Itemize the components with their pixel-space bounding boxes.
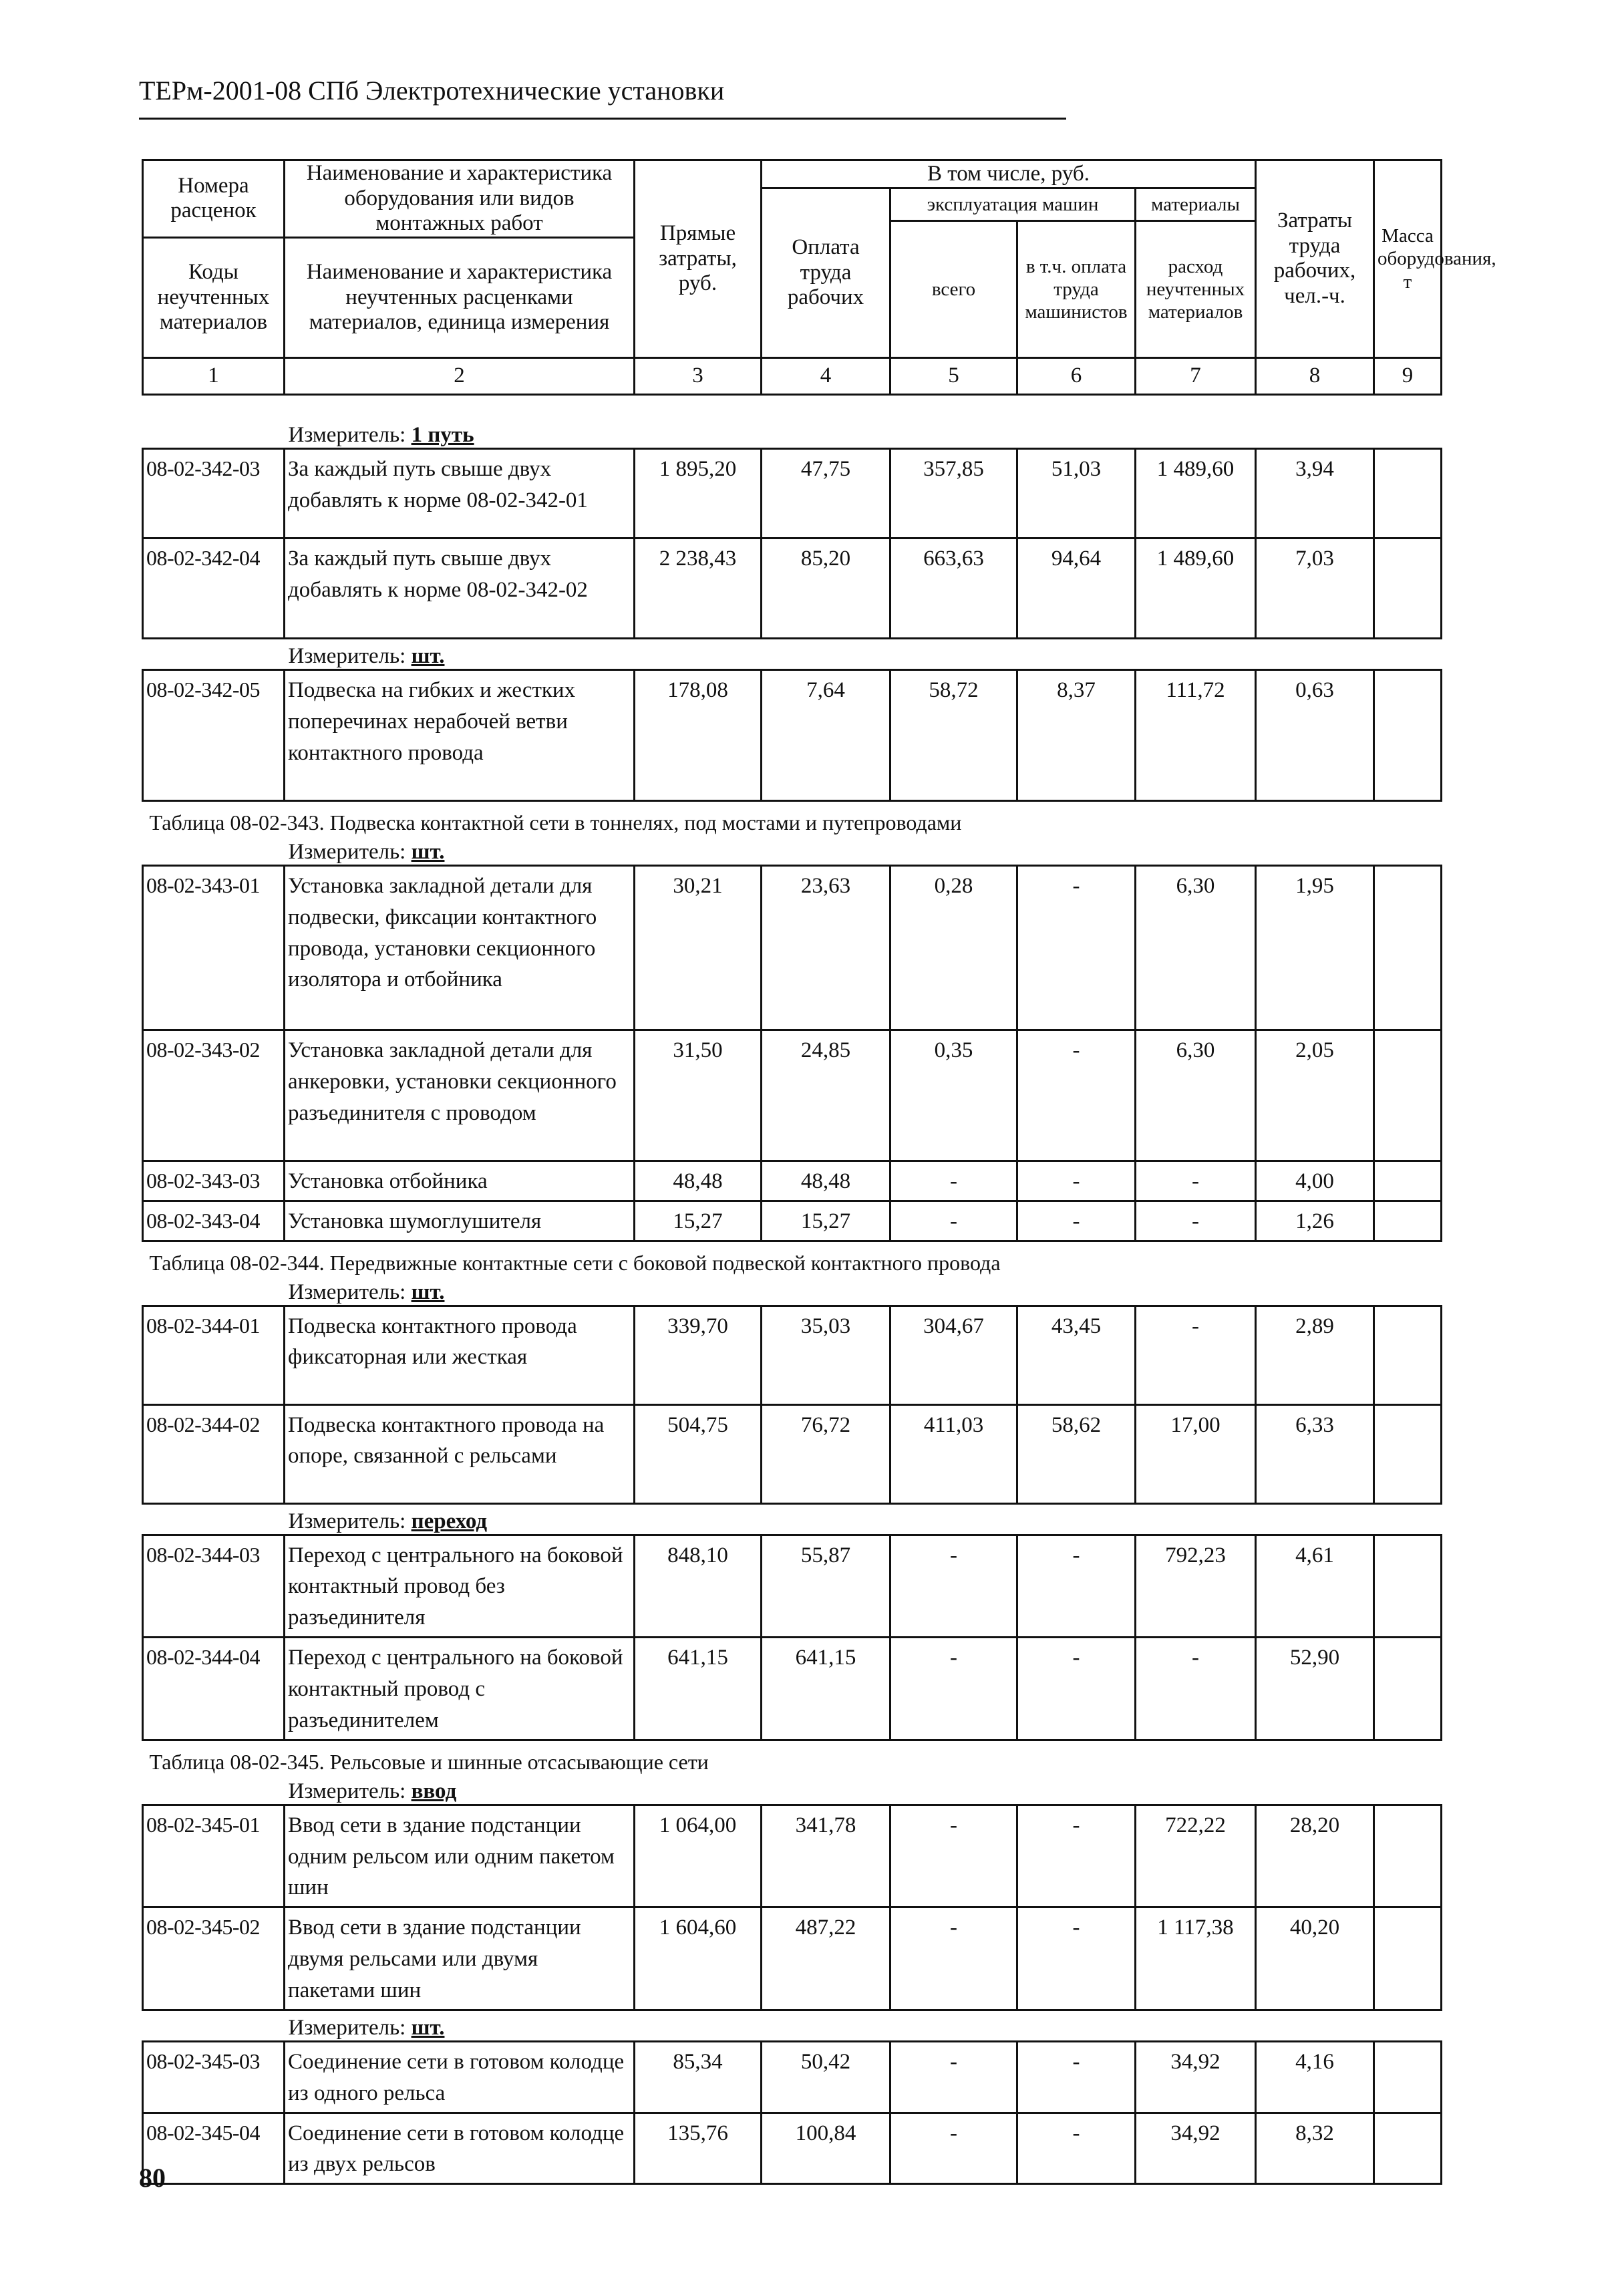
header-material-codes: Коды неучтенных материалов: [143, 237, 285, 357]
table-row: [143, 1404, 1442, 1503]
machinist-pay-cell: -: [1017, 1907, 1136, 2010]
direct-costs-cell: 339,70: [635, 1306, 762, 1404]
machinist-pay-cell: 43,45: [1017, 1306, 1136, 1404]
machines-total-cell: -: [890, 1907, 1017, 2010]
column-number: 8: [1256, 357, 1374, 394]
worker-pay-cell: 47,75: [762, 448, 890, 538]
page-number: 80: [139, 2163, 166, 2193]
table-row: [143, 448, 1442, 538]
machines-total-cell: 663,63: [890, 538, 1017, 638]
direct-costs-cell: 1 064,00: [635, 1805, 762, 1907]
work-description: Соединение сети в готовом колодце из одного рельса: [285, 2041, 635, 2113]
column-number: 2: [285, 357, 635, 394]
machinist-pay-cell: 51,03: [1017, 448, 1136, 538]
rate-code: 08-02-343-04: [143, 1201, 285, 1241]
worker-pay-cell: 48,48: [762, 1161, 890, 1201]
direct-costs-cell: 31,50: [635, 1030, 762, 1161]
mass-cell: [1374, 1201, 1442, 1241]
mass-cell: [1374, 669, 1442, 800]
machinist-pay-cell: 94,64: [1017, 538, 1136, 638]
work-description: Переход с центрального на боковой контактный провод без разъединителя: [285, 1535, 635, 1638]
labor-hours-cell: 28,20: [1256, 1805, 1374, 1907]
materials-cell: 1 489,60: [1136, 538, 1256, 638]
unit-label: Измеритель:: [288, 1779, 406, 1803]
work-description: Соединение сети в готовом колодце из двух рельсов: [285, 2113, 635, 2184]
rate-code: 08-02-344-03: [143, 1535, 285, 1638]
labor-hours-cell: 1,95: [1256, 865, 1374, 1030]
machines-total-cell: 357,85: [890, 448, 1017, 538]
materials-cell: -: [1136, 1201, 1256, 1241]
worker-pay-cell: 55,87: [762, 1535, 890, 1638]
unit-line: [143, 1503, 1442, 1535]
materials-cell: -: [1136, 1161, 1256, 1201]
column-number: 4: [762, 357, 890, 394]
labor-hours-cell: 2,89: [1256, 1306, 1374, 1404]
header-including: В том числе, руб.: [762, 160, 1256, 188]
table-row: [143, 1535, 1442, 1638]
direct-costs-cell: 1 895,20: [635, 448, 762, 538]
unit-line: [143, 2010, 1442, 2041]
unit-value: переход: [411, 1509, 488, 1533]
worker-pay-cell: 15,27: [762, 1201, 890, 1241]
rate-code: 08-02-344-01: [143, 1306, 285, 1404]
header-materials: материалы: [1136, 188, 1256, 221]
rate-code: 08-02-343-01: [143, 865, 285, 1030]
machines-total-cell: 304,67: [890, 1306, 1017, 1404]
machinist-pay-cell: -: [1017, 1201, 1136, 1241]
header-unaccounted-materials: расход неучтенных материалов: [1136, 220, 1256, 357]
rate-code: 08-02-345-03: [143, 2041, 285, 2113]
rates-table: [142, 159, 1496, 2185]
header-worker-pay: Оплата труда рабочих: [762, 188, 890, 358]
materials-cell: 34,92: [1136, 2041, 1256, 2113]
rate-code: 08-02-342-05: [143, 669, 285, 800]
machinist-pay-cell: -: [1017, 1030, 1136, 1161]
worker-pay-cell: 76,72: [762, 1404, 890, 1503]
unit-line: [143, 1275, 1442, 1306]
worker-pay-cell: 341,78: [762, 1805, 890, 1907]
machinist-pay-cell: 58,62: [1017, 1404, 1136, 1503]
labor-hours-cell: 2,05: [1256, 1030, 1374, 1161]
materials-cell: -: [1136, 1306, 1256, 1404]
machines-total-cell: -: [890, 1535, 1017, 1638]
machines-total-cell: 411,03: [890, 1404, 1017, 1503]
header-material-name: Наименование и характеристика неучтенных расценками материалов, единица измерения: [285, 237, 635, 357]
work-description: Установка отбойника: [285, 1161, 635, 1201]
labor-hours-cell: 52,90: [1256, 1638, 1374, 1740]
machinist-pay-cell: -: [1017, 865, 1136, 1030]
machinist-pay-cell: -: [1017, 1535, 1136, 1638]
unit-line: [143, 418, 1442, 449]
mass-cell: [1374, 2041, 1442, 2113]
work-description: За каждый путь свыше двух добавлять к норме 08-02-342-01: [285, 448, 635, 538]
direct-costs-cell: 2 238,43: [635, 538, 762, 638]
work-description: Ввод сети в здание подстанции двумя рельсами или двумя пакетами шин: [285, 1907, 635, 2010]
table-row: [143, 1907, 1442, 2010]
machines-total-cell: 58,72: [890, 669, 1017, 800]
work-description: Установка закладной детали для подвески, фиксации контактного провода, установки секционного изолятора и отбойника: [285, 865, 635, 1030]
header-work-name: Наименование и характеристика оборудования или видов монтажных работ: [285, 160, 635, 238]
mass-cell: [1374, 1535, 1442, 1638]
machines-total-cell: 0,35: [890, 1030, 1017, 1161]
machinist-pay-cell: -: [1017, 2113, 1136, 2184]
machines-total-cell: -: [890, 1638, 1017, 1740]
column-number: 1: [143, 357, 285, 394]
table-row: [143, 1030, 1442, 1161]
materials-cell: -: [1136, 1638, 1256, 1740]
table-caption: Таблица 08-02-343. Подвеска контактной сети в тоннелях, под мостами и путепроводами: [149, 810, 962, 834]
mass-cell: [1374, 1404, 1442, 1503]
mass-cell: [1374, 448, 1442, 538]
unit-value: шт.: [411, 839, 445, 864]
labor-hours-cell: 7,03: [1256, 538, 1374, 638]
column-number: 6: [1017, 357, 1136, 394]
header-rate-numbers: Номера расценок: [143, 160, 285, 238]
machinist-pay-cell: -: [1017, 2041, 1136, 2113]
column-numbers-row: [143, 357, 1442, 394]
worker-pay-cell: 641,15: [762, 1638, 890, 1740]
rate-code: 08-02-342-04: [143, 538, 285, 638]
worker-pay-cell: 100,84: [762, 2113, 890, 2184]
rate-code: 08-02-342-03: [143, 448, 285, 538]
direct-costs-cell: 15,27: [635, 1201, 762, 1241]
mass-cell: [1374, 1805, 1442, 1907]
table-row: [143, 2113, 1442, 2184]
materials-cell: 792,23: [1136, 1535, 1256, 1638]
rate-code: 08-02-343-02: [143, 1030, 285, 1161]
worker-pay-cell: 487,22: [762, 1907, 890, 2010]
header-labor-hours: Затраты труда рабочих, чел.-ч.: [1256, 160, 1374, 358]
work-description: Подвеска контактного провода фиксаторная или жесткая: [285, 1306, 635, 1404]
materials-cell: 34,92: [1136, 2113, 1256, 2184]
unit-line: [143, 638, 1442, 669]
table-row: [143, 1638, 1442, 1740]
work-description: Подвеска контактного провода на опоре, связанной с рельсами: [285, 1404, 635, 1503]
rate-code: 08-02-345-01: [143, 1805, 285, 1907]
direct-costs-cell: 848,10: [635, 1535, 762, 1638]
worker-pay-cell: 85,20: [762, 538, 890, 638]
work-description: Ввод сети в здание подстанции одним рельсом или одним пакетом шин: [285, 1805, 635, 1907]
header-equipment-mass: Масса оборудования, т: [1374, 160, 1442, 358]
mass-cell: [1374, 1161, 1442, 1201]
unit-label: Измеритель:: [288, 839, 406, 864]
work-description: Установка закладной детали для анкеровки, установки секционного разъединителя с проводом: [285, 1030, 635, 1161]
unit-label: Измеритель:: [288, 643, 406, 668]
machinist-pay-cell: -: [1017, 1161, 1136, 1201]
mass-cell: [1374, 538, 1442, 638]
unit-value: шт.: [411, 1279, 445, 1304]
header-machinist-pay: в т.ч. оплата труда машинистов: [1017, 220, 1136, 357]
column-number: 5: [890, 357, 1017, 394]
header-direct-costs: Прямые затраты, руб.: [635, 160, 762, 358]
labor-hours-cell: 6,33: [1256, 1404, 1374, 1503]
mass-cell: [1374, 1638, 1442, 1740]
direct-costs-cell: 641,15: [635, 1638, 762, 1740]
labor-hours-cell: 40,20: [1256, 1907, 1374, 2010]
materials-cell: 722,22: [1136, 1805, 1256, 1907]
direct-costs-cell: 30,21: [635, 865, 762, 1030]
unit-value: 1 путь: [411, 422, 474, 447]
materials-cell: 6,30: [1136, 865, 1256, 1030]
running-title: ТЕРм-2001-08 СПб Электротехнические установки: [139, 75, 725, 106]
direct-costs-cell: 1 604,60: [635, 1907, 762, 2010]
rate-code: 08-02-345-04: [143, 2113, 285, 2184]
unit-label: Измеритель:: [288, 2015, 406, 2040]
column-number: 9: [1374, 357, 1442, 394]
direct-costs-cell: 135,76: [635, 2113, 762, 2184]
rate-code: 08-02-344-02: [143, 1404, 285, 1503]
machines-total-cell: -: [890, 1805, 1017, 1907]
title-rule: [139, 118, 1066, 120]
labor-hours-cell: 3,94: [1256, 448, 1374, 538]
table-row: [143, 2041, 1442, 2113]
worker-pay-cell: 23,63: [762, 865, 890, 1030]
table-row: [143, 865, 1442, 1030]
work-description: Подвеска на гибких и жестких поперечинах нерабочей ветви контактного провода: [285, 669, 635, 800]
machines-total-cell: -: [890, 1161, 1017, 1201]
mass-cell: [1374, 1907, 1442, 2010]
unit-line: [143, 1775, 1442, 1805]
labor-hours-cell: 4,00: [1256, 1161, 1374, 1201]
column-number: 3: [635, 357, 762, 394]
machinist-pay-cell: -: [1017, 1805, 1136, 1907]
direct-costs-cell: 504,75: [635, 1404, 762, 1503]
materials-cell: 1 117,38: [1136, 1907, 1256, 2010]
unit-line: [143, 835, 1442, 866]
worker-pay-cell: 24,85: [762, 1030, 890, 1161]
table-row: [143, 1201, 1442, 1241]
machines-total-cell: -: [890, 2113, 1017, 2184]
worker-pay-cell: 7,64: [762, 669, 890, 800]
table-row: [143, 1161, 1442, 1201]
machinist-pay-cell: 8,37: [1017, 669, 1136, 800]
column-number: 7: [1136, 357, 1256, 394]
labor-hours-cell: 8,32: [1256, 2113, 1374, 2184]
unit-value: шт.: [411, 643, 445, 668]
header-machines-total: всего: [890, 220, 1017, 357]
materials-cell: 111,72: [1136, 669, 1256, 800]
labor-hours-cell: 0,63: [1256, 669, 1374, 800]
table-row: [143, 538, 1442, 638]
mass-cell: [1374, 1306, 1442, 1404]
table-row: [143, 1805, 1442, 1907]
mass-cell: [1374, 1030, 1442, 1161]
unit-value: ввод: [411, 1779, 457, 1803]
mass-cell: [1374, 865, 1442, 1030]
machines-total-cell: -: [890, 2041, 1017, 2113]
table-caption: Таблица 08-02-345. Рельсовые и шинные отсасывающие сети: [149, 1749, 709, 1774]
table-row: [143, 1306, 1442, 1404]
machinist-pay-cell: -: [1017, 1638, 1136, 1740]
machines-total-cell: 0,28: [890, 865, 1017, 1030]
labor-hours-cell: 4,61: [1256, 1535, 1374, 1638]
labor-hours-cell: 4,16: [1256, 2041, 1374, 2113]
unit-label: Измеритель:: [288, 422, 406, 447]
worker-pay-cell: 35,03: [762, 1306, 890, 1404]
unit-value: шт.: [411, 2015, 445, 2040]
header-machine-operation: эксплуатация машин: [890, 188, 1136, 221]
materials-cell: 1 489,60: [1136, 448, 1256, 538]
direct-costs-cell: 48,48: [635, 1161, 762, 1201]
table-caption: Таблица 08-02-344. Передвижные контактные сети с боковой подвеской контактного провода: [149, 1250, 1001, 1275]
direct-costs-cell: 178,08: [635, 669, 762, 800]
worker-pay-cell: 50,42: [762, 2041, 890, 2113]
rate-code: 08-02-343-03: [143, 1161, 285, 1201]
unit-label: Измеритель:: [288, 1279, 406, 1304]
work-description: За каждый путь свыше двух добавлять к норме 08-02-342-02: [285, 538, 635, 638]
direct-costs-cell: 85,34: [635, 2041, 762, 2113]
rate-code: 08-02-344-04: [143, 1638, 285, 1740]
work-description: Установка шумоглушителя: [285, 1201, 635, 1241]
mass-cell: [1374, 2113, 1442, 2184]
work-description: Переход с центрального на боковой контактный провод с разъединителем: [285, 1638, 635, 1740]
table-row: [143, 669, 1442, 800]
labor-hours-cell: 1,26: [1256, 1201, 1374, 1241]
unit-label: Измеритель:: [288, 1509, 406, 1533]
materials-cell: 17,00: [1136, 1404, 1256, 1503]
rate-code: 08-02-345-02: [143, 1907, 285, 2010]
materials-cell: 6,30: [1136, 1030, 1256, 1161]
machines-total-cell: -: [890, 1201, 1017, 1241]
